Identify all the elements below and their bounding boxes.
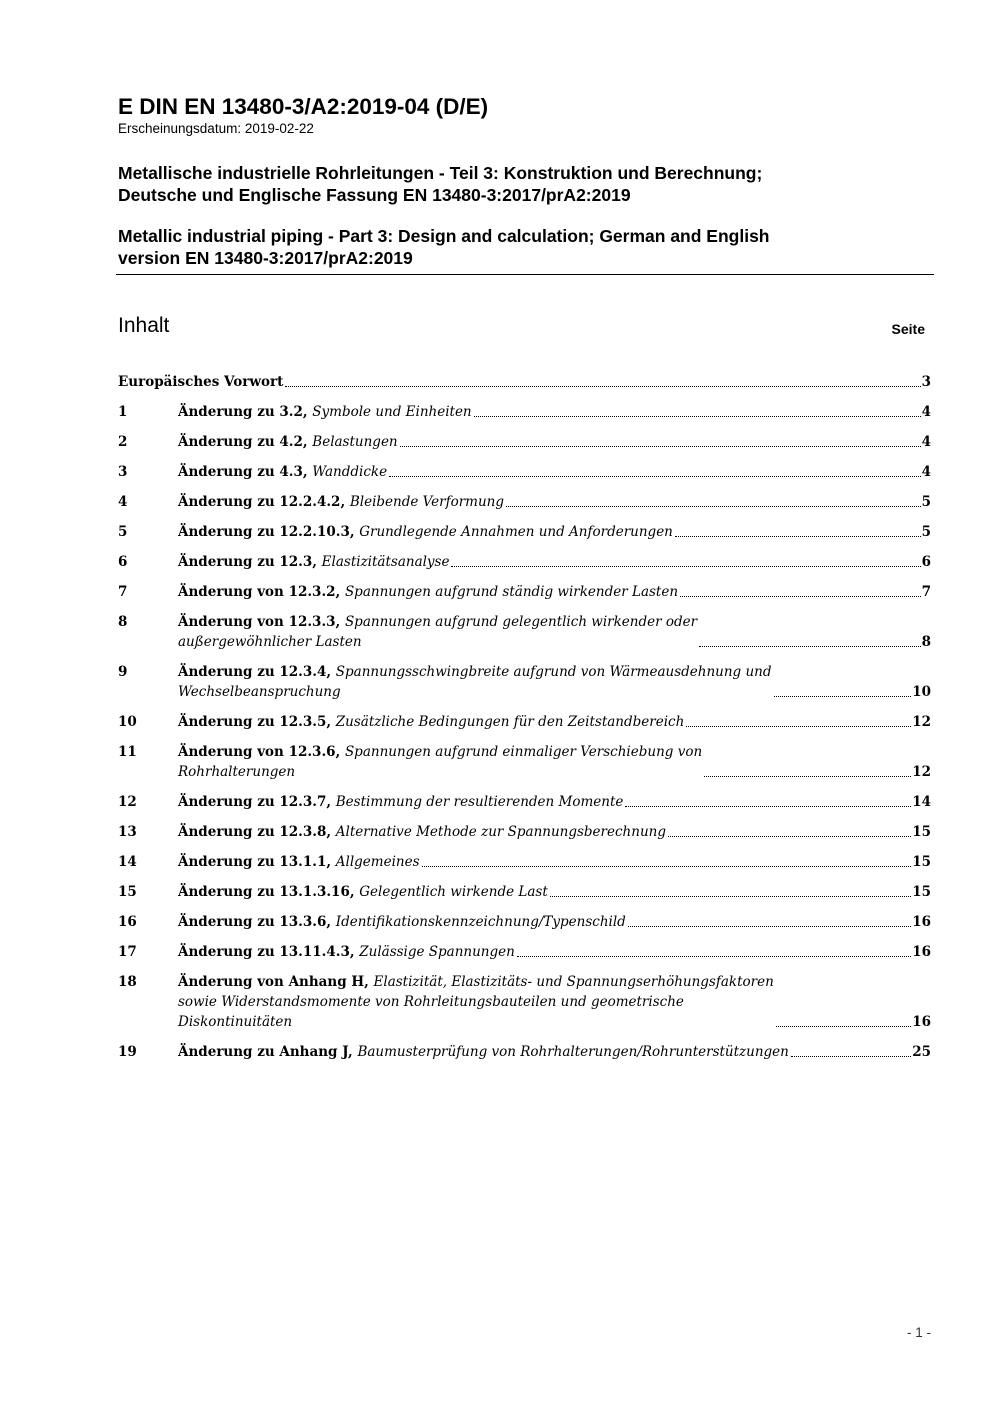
- toc-entry[interactable]: [118, 742, 931, 782]
- toc-entry-subject: Rohrhalterungen: [178, 764, 296, 780]
- toc-entry[interactable]: [118, 402, 931, 422]
- toc-entry-subject: Elastizität, Elastizitäts- und Spannungserhöhungsfaktoren: [373, 974, 774, 990]
- toc-entry-title: [178, 792, 623, 812]
- toc-entry-page: 8: [921, 634, 931, 650]
- toc-entry-subject: Zulässige Spannungen: [359, 944, 515, 960]
- dot-leader: [680, 596, 921, 597]
- dot-leader: [517, 956, 911, 957]
- toc-entry-title: [178, 612, 697, 652]
- toc-entry-title: [178, 402, 472, 422]
- toc-entry[interactable]: [118, 712, 931, 732]
- toc-entry-prefix: Änderung zu 3.2,: [178, 404, 313, 420]
- toc-entry-page: 15: [912, 884, 931, 900]
- toc-entry-number: 11: [118, 744, 137, 760]
- toc-entry-foreword[interactable]: [118, 372, 931, 392]
- toc-entry-prefix: Änderung zu 12.2.10.3,: [178, 524, 360, 540]
- dot-leader: [506, 506, 921, 507]
- toc-entry-subject: Symbole und Einheiten: [312, 404, 472, 420]
- toc-entry-title: [178, 1042, 789, 1062]
- toc-entry-title: [178, 742, 702, 782]
- toc-entry-subject: Bleibende Verformung: [349, 494, 505, 510]
- toc-entry-number: 3: [118, 464, 128, 480]
- toc-entry-prefix: Änderung zu 4.3,: [178, 464, 313, 480]
- table-of-contents: [118, 372, 931, 1072]
- toc-entry[interactable]: [118, 972, 931, 1032]
- toc-entry-subject: Wanddicke: [312, 464, 388, 480]
- dot-leader: [474, 416, 921, 417]
- publication-date: Erscheinungsdatum: 2019-02-22: [118, 121, 314, 136]
- toc-entry-subject: Identifikationskennzeichnung/Typenschild: [335, 914, 626, 930]
- dot-leader: [791, 1056, 911, 1057]
- toc-entry-title: [178, 822, 666, 842]
- toc-entry-number: 14: [118, 854, 137, 870]
- dot-leader: [550, 896, 911, 897]
- toc-entry-page: 12: [912, 714, 931, 730]
- toc-entry-prefix: Änderung zu 13.3.6,: [178, 914, 336, 930]
- dot-leader: [704, 776, 911, 777]
- toc-entry-page: 5: [921, 524, 931, 540]
- toc-entry-prefix: Änderung zu 13.1.3.16,: [178, 884, 360, 900]
- toc-entry-title: [178, 712, 684, 732]
- toc-entry-number: 4: [118, 494, 128, 510]
- toc-entry-number: 6: [118, 554, 128, 570]
- toc-entry-number: 1: [118, 404, 128, 420]
- toc-entry-number: 15: [118, 884, 137, 900]
- toc-entry-title: [178, 552, 449, 572]
- toc-entry-subject: Spannungsschwingbreite aufgrund von Wärmeausdehnung und: [335, 664, 772, 680]
- dot-leader: [628, 926, 911, 927]
- toc-entry-title: Europäisches Vorwort: [118, 374, 284, 390]
- toc-entry[interactable]: [118, 852, 931, 872]
- toc-entry-page: 7: [921, 584, 931, 600]
- toc-entry-subject: außergewöhnlicher Lasten: [178, 634, 362, 650]
- toc-entry-subject: Alternative Methode zur Spannungsberechnung: [335, 824, 666, 840]
- title-english-line-1: Metallic industrial piping - Part 3: Design and calculation; German and English: [118, 226, 770, 246]
- toc-entry[interactable]: [118, 662, 931, 702]
- dot-leader: [699, 646, 921, 647]
- toc-entry-title: [178, 972, 774, 1032]
- toc-entry-prefix: Änderung zu 12.2.4.2,: [178, 494, 350, 510]
- toc-entry[interactable]: [118, 462, 931, 482]
- toc-entry-subject: Spannungen aufgrund ständig wirkender Lasten: [344, 584, 679, 600]
- toc-entry-prefix: Änderung zu 12.3.8,: [178, 824, 336, 840]
- dot-leader: [285, 386, 920, 387]
- toc-entry-prefix: Änderung zu 13.1.1,: [178, 854, 336, 870]
- toc-entry-subject: sowie Widerstandsmomente von Rohrleitungsbauteilen und geometrische: [178, 994, 684, 1010]
- dot-leader: [625, 806, 911, 807]
- toc-entry-subject: Grundlegende Annahmen und Anforderungen: [359, 524, 673, 540]
- toc-entry-subject: Elastizitätsanalyse: [321, 554, 450, 570]
- toc-entry-page: 16: [912, 1014, 931, 1030]
- toc-entry-page: 3: [921, 374, 931, 390]
- toc-entry[interactable]: [118, 582, 931, 602]
- toc-entry-number: 17: [118, 944, 137, 960]
- toc-entry[interactable]: [118, 1042, 931, 1062]
- toc-entry-prefix: Änderung von 12.3.3,: [178, 614, 345, 630]
- toc-entry-title: [178, 522, 673, 542]
- toc-entry[interactable]: [118, 552, 931, 572]
- title-english-line-2: version EN 13480-3:2017/prA2:2019: [118, 248, 413, 268]
- toc-entry-page: 4: [921, 434, 931, 450]
- toc-entry-page: 16: [912, 914, 931, 930]
- toc-entry-number: 8: [118, 614, 128, 630]
- toc-entry-title: [178, 852, 420, 872]
- toc-entry-page: 6: [921, 554, 931, 570]
- toc-entry-number: 5: [118, 524, 128, 540]
- toc-entry-page: 15: [912, 854, 931, 870]
- toc-entry-prefix: Änderung zu 12.3.4,: [178, 664, 336, 680]
- toc-entry[interactable]: [118, 432, 931, 452]
- toc-entry-number: 16: [118, 914, 137, 930]
- toc-entry[interactable]: [118, 522, 931, 542]
- toc-entry-subject: Belastungen: [312, 434, 398, 450]
- document-header: [118, 93, 934, 269]
- toc-entry[interactable]: [118, 882, 931, 902]
- title-german: [118, 162, 934, 206]
- dot-leader: [422, 866, 912, 867]
- page-number: - 1 -: [906, 1325, 931, 1340]
- toc-entry-prefix: Änderung zu 12.3,: [178, 554, 322, 570]
- toc-entry-title: [178, 882, 548, 902]
- toc-entry-number: 18: [118, 974, 137, 990]
- toc-entry-title: [178, 432, 398, 452]
- toc-entry-subject: Spannungen aufgrund gelegentlich wirkender oder: [344, 614, 698, 630]
- toc-entry-subject: Allgemeines: [335, 854, 420, 870]
- toc-entry-subject: Wechselbeanspruchung: [178, 684, 341, 700]
- header-divider: [116, 274, 934, 275]
- toc-page-label: Seite: [891, 321, 925, 337]
- toc-entry-title: [178, 912, 626, 932]
- dot-leader: [776, 1026, 911, 1027]
- toc-entry-page: 16: [912, 944, 931, 960]
- toc-entry-subject: Bestimmung der resultierenden Momente: [335, 794, 624, 810]
- toc-entry-prefix: Änderung zu Anhang J,: [178, 1044, 358, 1060]
- toc-entry-number: 7: [118, 584, 128, 600]
- toc-entry-number: 2: [118, 434, 128, 450]
- toc-entry-page: 4: [921, 404, 931, 420]
- toc-entry-number: 9: [118, 664, 128, 680]
- toc-entry-subject: Baumusterprüfung von Rohrhalterungen/Rohrunterstützungen: [357, 1044, 789, 1060]
- toc-entry-title: [178, 492, 504, 512]
- dot-leader: [451, 566, 920, 567]
- document-title: E DIN EN 13480-3/A2:2019-04 (D/E): [118, 94, 489, 119]
- dot-leader: [774, 696, 912, 697]
- toc-entry-prefix: Änderung zu 4.2,: [178, 434, 313, 450]
- toc-entry-prefix: Änderung zu 12.3.5,: [178, 714, 336, 730]
- toc-entry-page: 25: [912, 1044, 931, 1060]
- dot-leader: [675, 536, 921, 537]
- toc-entry-prefix: Änderung zu 13.11.4.3,: [178, 944, 360, 960]
- dot-leader: [686, 726, 911, 727]
- toc-entry[interactable]: [118, 912, 931, 932]
- toc-entry-number: 12: [118, 794, 137, 810]
- toc-entry-title: [178, 462, 387, 482]
- toc-entry-subject: Gelegentlich wirkende Last: [359, 884, 548, 900]
- title-german-line-1: Metallische industrielle Rohrleitungen - Teil 3: Konstruktion und Berechnung;: [118, 163, 763, 183]
- toc-entry-title: [178, 662, 772, 702]
- toc-entry-page: 14: [912, 794, 931, 810]
- toc-entry-title: [178, 582, 678, 602]
- toc-entry-prefix: Änderung von 12.3.6,: [178, 744, 345, 760]
- dot-leader: [389, 476, 921, 477]
- toc-entry-title: [178, 942, 515, 962]
- toc-entry-subject: Zusätzliche Bedingungen für den Zeitstandbereich: [335, 714, 685, 730]
- toc-heading: Inhalt: [118, 314, 170, 337]
- toc-entry[interactable]: [118, 792, 931, 812]
- toc-entry-number: 19: [118, 1044, 137, 1060]
- toc-entry[interactable]: [118, 822, 931, 842]
- toc-entry-page: 4: [921, 464, 931, 480]
- toc-entry-subject: Spannungen aufgrund einmaliger Verschiebung von: [344, 744, 703, 760]
- toc-entry[interactable]: [118, 612, 931, 652]
- toc-entry-subject: Diskontinuitäten: [178, 1014, 293, 1030]
- dot-leader: [668, 836, 911, 837]
- title-english: [118, 225, 934, 269]
- toc-entry-page: 10: [912, 684, 931, 700]
- dot-leader: [400, 446, 921, 447]
- toc-entry-prefix: Änderung von Anhang H,: [178, 974, 374, 990]
- title-german-line-2: Deutsche und Englische Fassung EN 13480-3:2017/prA2:2019: [118, 185, 631, 205]
- toc-entry[interactable]: [118, 492, 931, 512]
- toc-entry-number: 13: [118, 824, 137, 840]
- toc-entry-page: 5: [921, 494, 931, 510]
- toc-entry-prefix: Änderung zu 12.3.7,: [178, 794, 336, 810]
- toc-entry-page: 12: [912, 764, 931, 780]
- toc-entry[interactable]: [118, 942, 931, 962]
- toc-entry-prefix: Änderung von 12.3.2,: [178, 584, 345, 600]
- toc-entry-number: 10: [118, 714, 137, 730]
- toc-entry-page: 15: [912, 824, 931, 840]
